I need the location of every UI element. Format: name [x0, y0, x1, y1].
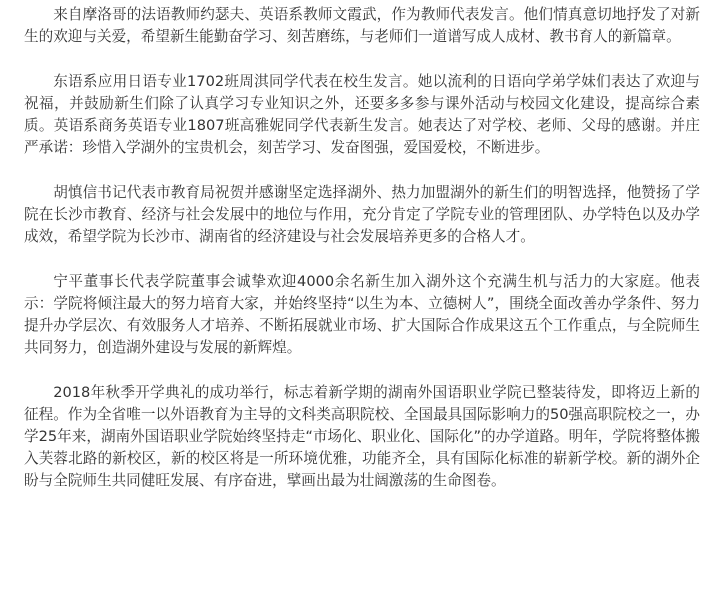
- paragraph-chairman-speech: 宁平董事长代表学院董事会诚挚欢迎4000余名新生加入湖外这个充满生机与活力的大家庭。他表示：学院将倾注最大的努力培育大家，并始终坚持“以生为本、立德树人”，围绕全面改善办学条件、努力提升办学层次、有效服务人才培养、不断拓展就业市场、扩大国际合作成果这五个工作重点，与全院师生共同努力，创造湖外建设与发展的新辉煌。: [24, 273, 700, 356]
- paragraph-ceremony-conclusion: 2018年秋季开学典礼的成功举行，标志着新学期的湖南外国语职业学院已整装待发，即将迈上新的征程。作为全省唯一以外语教育为主导的文科类高职院校、全国最具国际影响力的50强高职院校之一，办学25年来，湖南外国语职业学院始终坚持走“市场化、职业化、国际化”的办学道路。明年，学院将整体搬入芙蓉北路的新校区，新的校区将是一所环境优雅，功能齐全，具有国际化标准的崭新学校。新的湖外企盼与全院师生共同健旺发展、有序奋进，擘画出最为壮阔激荡的生命图卷。: [24, 384, 700, 489]
- article-body: [24, 0, 700, 492]
- paragraph-teacher-speeches: 来自摩洛哥的法语教师约瑟夫、英语系教师文霞武，作为教师代表发言。他们情真意切地抒发了对新生的欢迎与关爱，希望新生能勤奋学习、刻苦磨练，与老师们一道谱写成人成材、教书育人的新篇章。: [24, 6, 700, 45]
- paragraph-student-speeches: 东语系应用日语专业1702班周淇同学代表在校生发言。她以流利的日语向学弟学妹们表达了欢迎与祝福，并鼓励新生们除了认真学习专业知识之外，还要多多参与课外活动与校园文化建设，提高综合素质。英语系商务英语专业1807班高雅妮同学代表新生发言。她表达了对学校、老师、父母的感谢。并庄严承诺：珍惜入学湖外的宝贵机会，刻苦学习、发奋图强，爱国爱校，不断进步。: [24, 73, 700, 156]
- paragraph-secretary-speech: 胡慎信书记代表市教育局祝贺并感谢坚定选择湖外、热力加盟湖外的新生们的明智选择，他赞扬了学院在长沙市教育、经济与社会发展中的地位与作用，充分肯定了学院专业的管理团队、办学特色以及办学成效，希望学院为长沙市、湖南省的经济建设与社会发展培养更多的合格人才。: [24, 184, 700, 245]
